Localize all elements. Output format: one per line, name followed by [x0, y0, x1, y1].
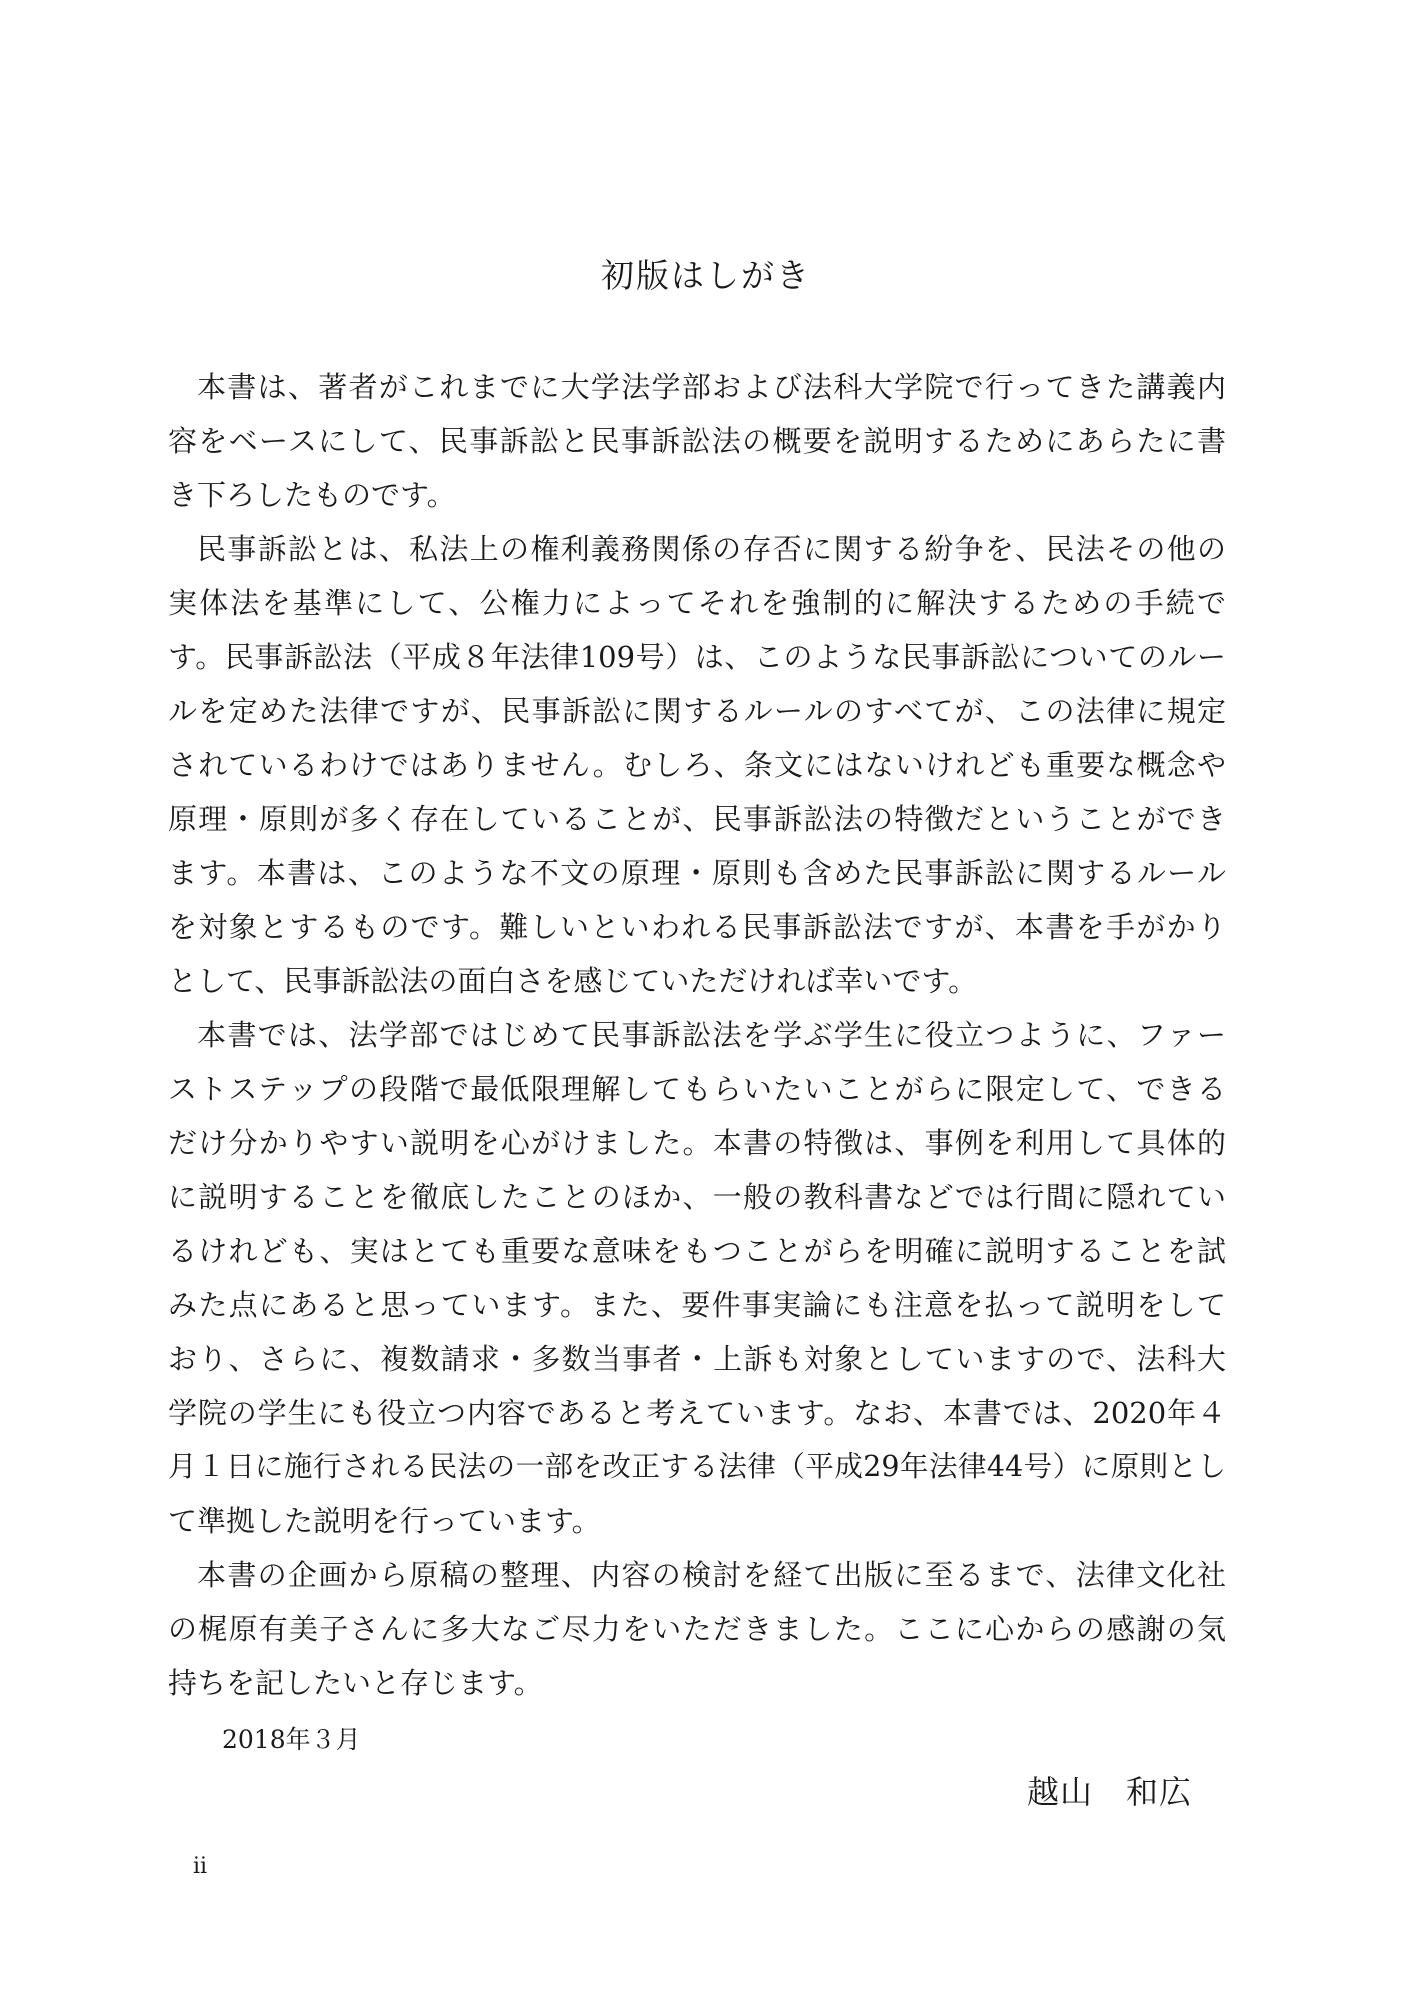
text-line: 本書は、著者がこれまでに大学法学部および法科大学院で行ってきた講義内 [197, 370, 1226, 404]
text-line: されているわけではありません。むしろ、条文にはないけれども重要な概念や [168, 748, 1226, 782]
text-line: 持ちを記したいと存じます。 [168, 1666, 543, 1700]
date: 2018年３月 [222, 1725, 361, 1754]
text-line: て準拠した説明を行っています。 [168, 1504, 601, 1538]
text-line: 民事訴訟とは、私法上の権利義務関係の存否に関する紛争を、民法その他の [197, 532, 1226, 566]
page-number: ii [193, 1854, 208, 1879]
text-line: 本書では、法学部ではじめて民事訴訟法を学ぶ学生に役立つように、ファー [197, 1018, 1226, 1052]
text-line: 学院の学生にも役立つ内容であると考えています。なお、本書では、2020年４ [168, 1396, 1226, 1430]
text-line: 本書の企画から原稿の整理、内容の検討を経て出版に至るまで、法律文化社 [197, 1558, 1226, 1592]
text-line: るけれども、実はとても重要な意味をもつことがらを明確に説明することを試 [168, 1234, 1226, 1268]
page-title: 初版はしがき [601, 256, 811, 295]
text-line: 原理・原則が多く存在していることが、民事訴訟法の特徴だということができ [168, 802, 1226, 836]
body-text [168, 360, 1226, 1710]
text-line: ルを定めた法律ですが、民事訴訟に関するルールのすべてが、この法律に規定 [168, 694, 1226, 728]
text-line: に説明することを徹底したことのほか、一般の教科書などでは行間に隠れてい [168, 1180, 1226, 1214]
text-line: おり、さらに、複数請求・多数当事者・上訴も対象としていますので、法科大 [168, 1342, 1226, 1376]
text-line: す。民事訴訟法（平成８年法律109号）は、このような民事訴訟についてのルー [168, 640, 1226, 674]
text-line: みた点にあると思っています。また、要件事実論にも注意を払って説明をして [168, 1288, 1226, 1322]
text-line: ます。本書は、このような不文の原理・原則も含めた民事訴訟に関するルール [168, 856, 1226, 890]
text-line: の梶原有美子さんに多大なご尽力をいただきました。ここに心からの感謝の気 [168, 1612, 1226, 1646]
text-line: き下ろしたものです。 [168, 478, 456, 512]
text-line: を対象とするものです。難しいといわれる民事訴訟法ですが、本書を手がかり [168, 910, 1226, 944]
text-line: 容をベースにして、民事訴訟と民事訴訟法の概要を説明するためにあらたに書 [168, 424, 1226, 458]
text-line: だけ分かりやすい説明を心がけました。本書の特徴は、事例を利用して具体的 [168, 1126, 1226, 1160]
text-line: 実体法を基準にして、公権力によってそれを強制的に解決するための手続で [168, 586, 1226, 620]
author-name: 越山 和広 [1026, 1773, 1192, 1811]
text-line: ストステップの段階で最低限理解してもらいたいことがらに限定して、できる [168, 1072, 1226, 1106]
text-line: として、民事訴訟法の面白さを感じていただければ幸いです。 [168, 964, 978, 998]
text-line: 月１日に施行される民法の一部を改正する法律（平成29年法律44号）に原則とし [168, 1450, 1226, 1483]
